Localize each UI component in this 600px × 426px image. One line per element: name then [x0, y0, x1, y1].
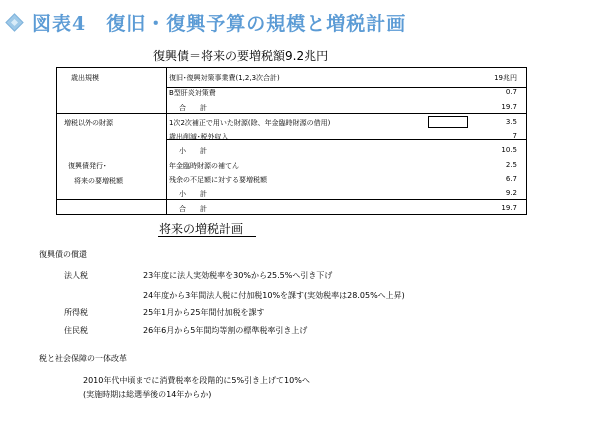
plan-item-label: 所得税 [64, 308, 88, 317]
plan-heading: 将来の増税計画 [159, 222, 244, 236]
page-title: 図表4 復旧・復興予算の規模と増税計画 [32, 13, 407, 35]
table-item: 残余の不足額に対する要増税額 [169, 176, 267, 184]
table-item: 復旧･復興対策事業費(1,2,3次合計) [169, 74, 280, 82]
table-item: 1次2次補正で用いた財源(除、年金臨時財源の借用) [169, 119, 331, 127]
title-bar [0, 0, 600, 38]
plan-heading-underline [158, 236, 256, 237]
table-item: 合 計 [179, 104, 207, 112]
reform-text-line2: (実施時期は総選挙後の14年からか) [83, 390, 212, 399]
table-value: 19.7 [501, 204, 517, 212]
table-item: 小 計 [179, 190, 207, 198]
table-category: 増税以外の財源 [64, 119, 113, 127]
table-item: 小 計 [179, 147, 207, 155]
plan-item-text: 25年1月から25年間付加税を課す [143, 308, 265, 317]
table-value: 3.5 [505, 118, 517, 126]
plan-item-label: 法人税 [64, 271, 88, 280]
redemption-heading: 復興債の償還 [39, 250, 87, 259]
table-value: 10.5 [501, 146, 517, 154]
table-value: 0.7 [505, 88, 517, 96]
plan-item-text: 23年度に法人実効税率を30%から25.5%へ引き下げ [143, 271, 333, 280]
table-value: 9.2 [505, 189, 517, 197]
reform-text-line1: 2010年代中頃までに消費税率を段階的に5%引き上げて10%へ [83, 376, 310, 385]
table-row-divider [57, 113, 526, 114]
table-value: 7 [512, 132, 517, 140]
plan-item-text: 24年度から3年間法人税に付加税10%を課す(実効税率は28.05%へ上昇) [143, 291, 405, 300]
table-item: 歳出削減･税外収入 [169, 133, 229, 141]
table-value: 19.7 [501, 103, 517, 111]
table-category: 歳出規模 [71, 74, 99, 82]
table-row-divider [57, 199, 526, 200]
highlight-box [428, 116, 468, 128]
table-category: 将来の要増税額 [74, 177, 123, 185]
table-column-separator [166, 68, 167, 214]
table-item: B型肝炎対策費 [169, 89, 216, 97]
plan-item-label: 住民税 [64, 326, 88, 335]
table-category: 復興債発行･ [68, 162, 107, 170]
table-value: 6.7 [505, 175, 517, 183]
reform-heading: 税と社会保障の一体改革 [39, 354, 127, 363]
budget-table [56, 67, 527, 215]
table-value: 2.5 [505, 161, 517, 169]
summary-subtitle: 復興債＝将来の要増税額9.2兆円 [153, 49, 329, 63]
table-item: 年金臨時財源の補てん [169, 162, 239, 170]
table-item: 合 計 [179, 205, 207, 213]
plan-item-text: 26年6月から5年間均等割の標準税率引き上げ [143, 326, 308, 335]
table-value: 19兆円 [494, 74, 517, 82]
